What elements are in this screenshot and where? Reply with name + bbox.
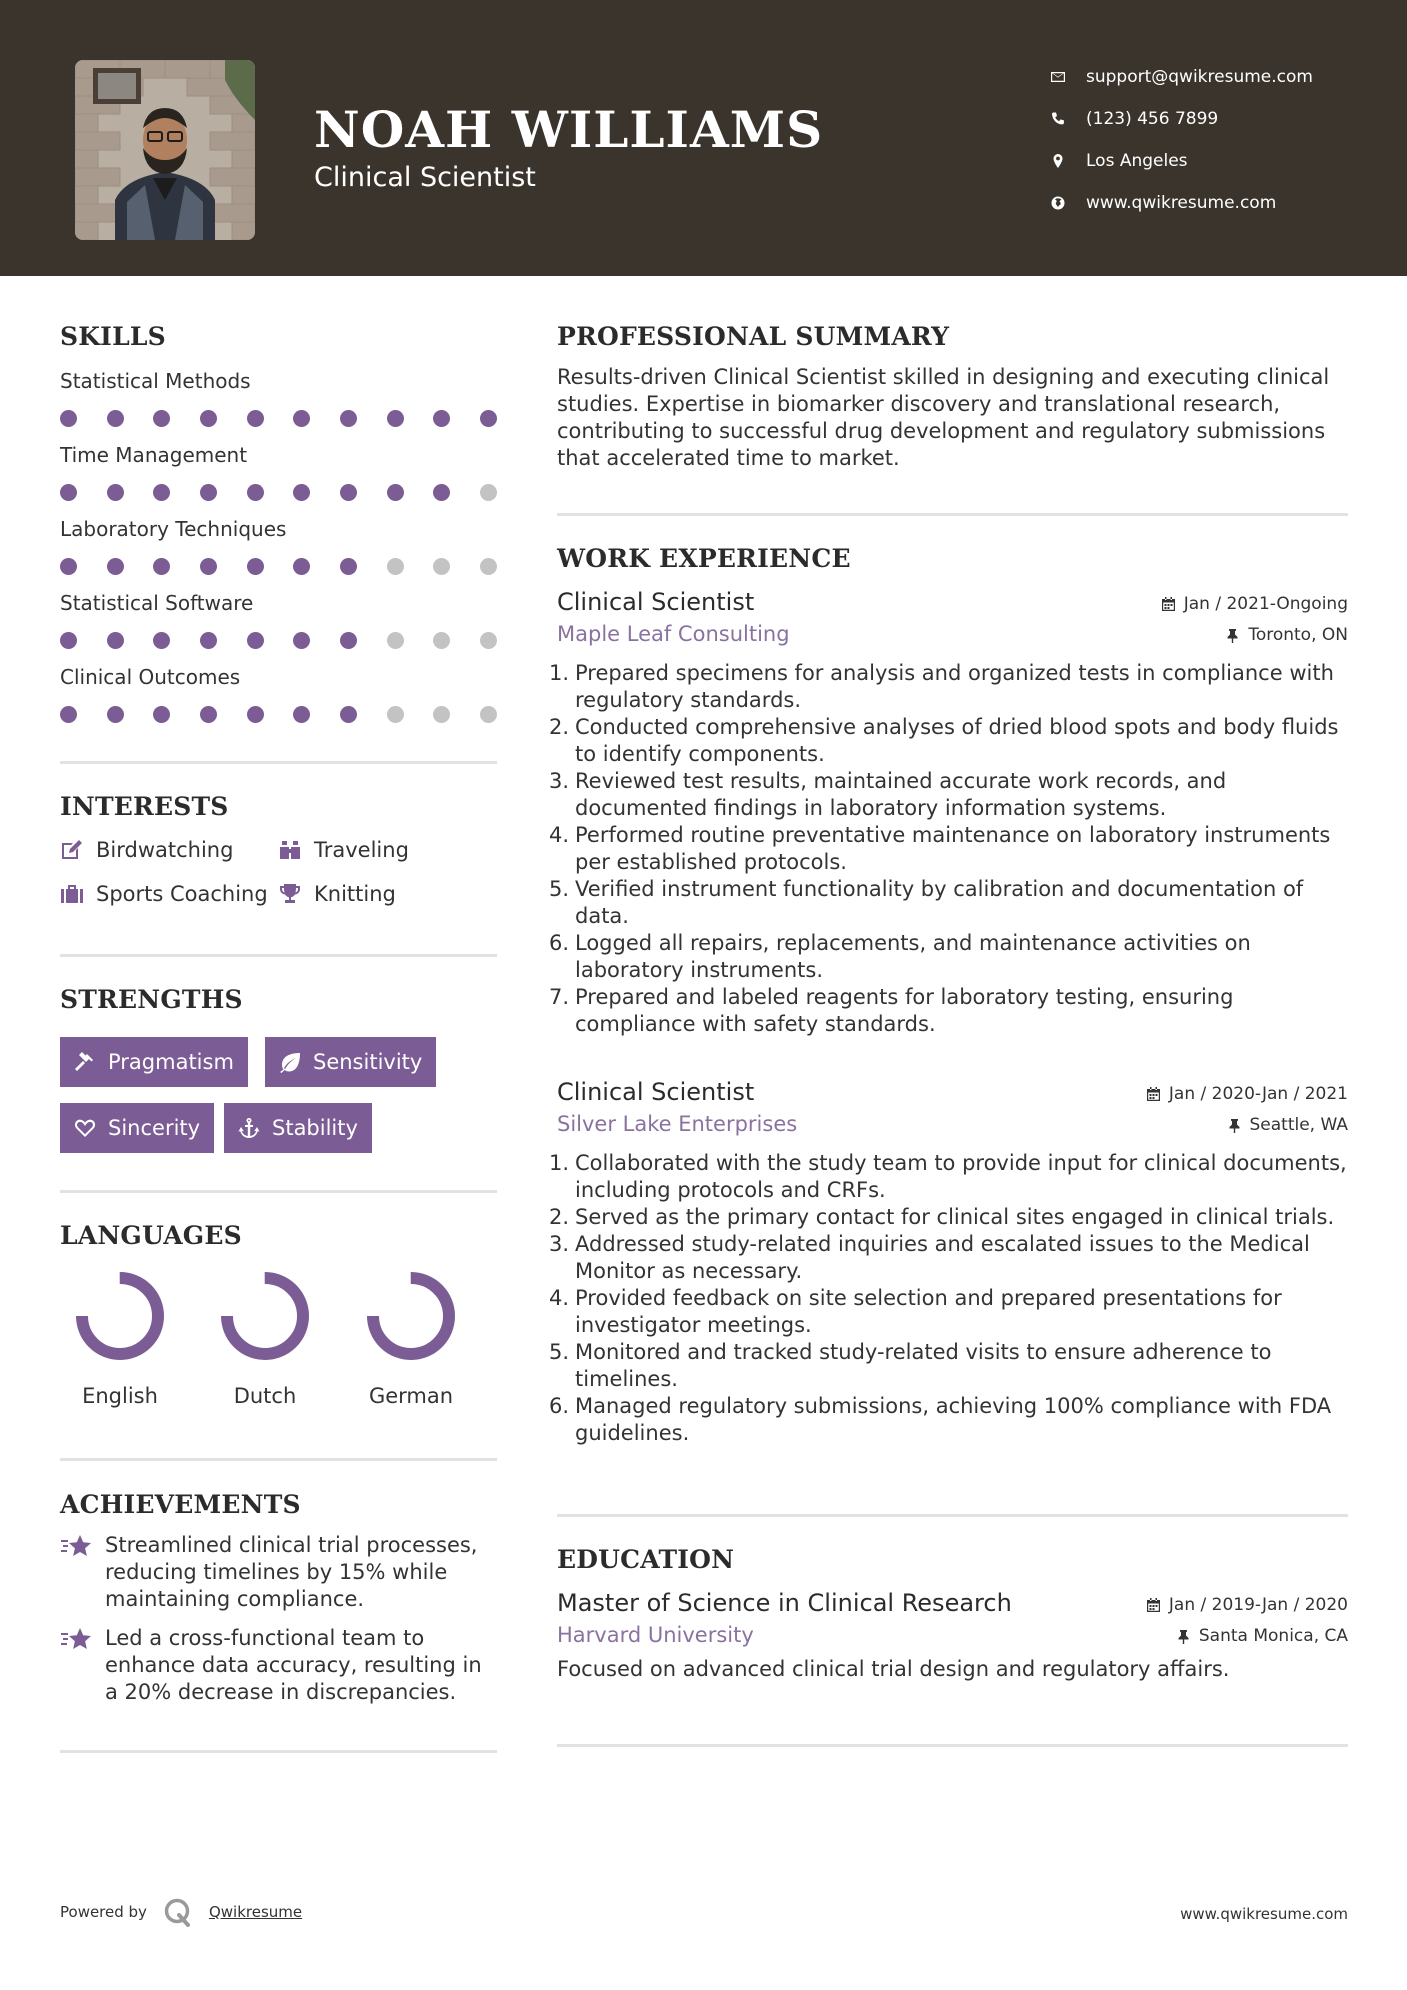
qwikresume-logo-icon [163, 1897, 193, 1927]
strength-label: Sensitivity [313, 1050, 423, 1074]
achievement-text: Streamlined clinical trial processes, reducing timelines by 15% while maintaining compliance. [105, 1533, 478, 1611]
language-label: German [368, 1384, 454, 1408]
experience-section [557, 544, 1348, 573]
job-date [1146, 1084, 1348, 1104]
language-label: English [82, 1384, 158, 1408]
rating-dot [107, 632, 124, 649]
map-pin-icon [1050, 153, 1086, 169]
interests-section [60, 792, 497, 909]
footer-powered-by [60, 1897, 302, 1927]
rating-dot [153, 632, 170, 649]
contact-phone[interactable] [1050, 98, 1380, 140]
rating-dot [153, 558, 170, 575]
contact-location-text: Los Angeles [1086, 151, 1188, 171]
rating-dot [340, 410, 357, 427]
interest-item [278, 879, 497, 909]
skill-rating [60, 618, 497, 662]
skill-rating [60, 470, 497, 514]
rating-dot [200, 484, 217, 501]
strength-label: Stability [272, 1116, 358, 1140]
contact-list [1050, 56, 1380, 224]
achievement-item [60, 1625, 497, 1706]
summary-section [557, 322, 1348, 472]
strengths-heading: STRENGTHS [60, 985, 243, 1014]
language-item [346, 1268, 476, 1408]
summary-text: Results-driven Clinical Scientist skilled in designing and executing clinical studies. Expertise in biomarker discovery and translational research, contributing to successful drug development and regulatory submissions that accelerated time to market. [557, 365, 1330, 470]
rating-dot [433, 632, 450, 649]
anchor-icon [238, 1117, 260, 1139]
strength-tag [60, 1103, 214, 1153]
education-date [1146, 1595, 1348, 1615]
rating-dot [247, 484, 264, 501]
contact-website-text: www.qwikresume.com [1086, 193, 1277, 213]
rating-dot [387, 632, 404, 649]
rating-dot [60, 706, 77, 723]
job-bullet: 2. Conducted comprehensive analyses of dried blood spots and body fluids to identify components. [549, 715, 1339, 766]
pushpin-icon [1227, 1118, 1242, 1133]
rating-dot [293, 410, 310, 427]
resume-header [0, 0, 1407, 276]
interest-label: Traveling [314, 838, 409, 862]
rating-dot [247, 706, 264, 723]
section-divider [557, 1744, 1348, 1747]
footer-url[interactable]: www.qwikresume.com [1180, 1905, 1348, 1923]
language-level-arc [82, 1278, 158, 1354]
skill-rating [60, 544, 497, 588]
rating-dot [200, 410, 217, 427]
job-header [557, 1078, 1348, 1138]
achievement-text: Led a cross-functional team to enhance data accuracy, resulting in a 20% decrease in discrepancies. [105, 1626, 482, 1704]
powered-by-text: Powered by [60, 1903, 147, 1921]
education-location-text: Santa Monica, CA [1198, 1626, 1348, 1646]
skill-name: Clinical Outcomes [60, 665, 241, 689]
achievements-heading: ACHIEVEMENTS [60, 1490, 301, 1519]
interest-label: Knitting [314, 882, 396, 906]
language-ring [217, 1268, 313, 1364]
rating-dot [433, 410, 450, 427]
interest-item [60, 879, 278, 909]
envelope-icon [1050, 69, 1086, 85]
rating-dot [480, 632, 497, 649]
leaf-icon [279, 1051, 301, 1073]
section-divider [60, 1190, 497, 1193]
section-divider [557, 513, 1348, 516]
job-bullet: 5. Monitored and tracked study-related visits to ensure adherence to timelines. [549, 1340, 1272, 1391]
interest-label: Sports Coaching [96, 882, 268, 906]
section-divider [60, 1458, 497, 1461]
education-degree: Master of Science in Clinical Research [557, 1589, 1012, 1617]
pushpin-icon [1176, 1629, 1191, 1644]
rating-dot [480, 706, 497, 723]
strength-tag [224, 1103, 372, 1153]
section-divider [60, 1750, 497, 1753]
candidate-title: Clinical Scientist [314, 162, 536, 193]
education-heading: EDUCATION [557, 1545, 735, 1574]
job-location-text: Seattle, WA [1249, 1115, 1348, 1135]
globe-icon [1050, 195, 1086, 211]
job-bullets [549, 1150, 1348, 1447]
rating-dot [387, 706, 404, 723]
trophy-icon [278, 883, 302, 905]
section-divider [60, 954, 497, 957]
skill-item [60, 662, 497, 736]
language-item [55, 1268, 185, 1408]
calendar-icon [1161, 597, 1176, 612]
phone-icon [1050, 111, 1086, 127]
qwikresume-link[interactable]: Qwikresume [208, 1903, 303, 1921]
achievements-section [60, 1490, 497, 1706]
edit-icon [60, 839, 84, 861]
rating-dot [293, 558, 310, 575]
rating-dot [247, 632, 264, 649]
rating-dot [200, 558, 217, 575]
experience-heading: WORK EXPERIENCE [557, 544, 851, 573]
job-header [557, 588, 1348, 648]
job-bullet: 1. Prepared specimens for analysis and organized tests in compliance with regulatory standards. [549, 661, 1334, 712]
job-bullets [549, 660, 1348, 1038]
job-company: Silver Lake Enterprises [557, 1112, 798, 1136]
rating-dot [153, 706, 170, 723]
job-bullet: 1. Collaborated with the study team to provide input for clinical documents, including protocols and CRFs. [549, 1151, 1347, 1202]
rating-dot [293, 632, 310, 649]
job-bullet: 6. Managed regulatory submissions, achieving 100% compliance with FDA guidelines. [549, 1394, 1332, 1445]
rating-dot [480, 410, 497, 427]
skill-name: Statistical Software [60, 591, 254, 615]
job-title: Clinical Scientist [557, 588, 755, 616]
education-date-text: Jan / 2019-Jan / 2020 [1168, 1595, 1348, 1615]
contact-email[interactable] [1050, 56, 1380, 98]
rating-dot [433, 706, 450, 723]
rating-dot [340, 706, 357, 723]
rating-dot [293, 484, 310, 501]
language-item [200, 1268, 330, 1408]
rating-dot [60, 484, 77, 501]
interests-heading: INTERESTS [60, 792, 229, 821]
rating-dot [480, 558, 497, 575]
rating-dot [107, 410, 124, 427]
job-company: Maple Leaf Consulting [557, 622, 790, 646]
education-section [557, 1545, 1348, 1574]
job-location-text: Toronto, ON [1248, 625, 1348, 645]
job-bullet: 6. Logged all repairs, replacements, and maintenance activities on laboratory instruments. [549, 931, 1251, 982]
language-label: Dutch [233, 1384, 297, 1408]
section-divider [557, 1514, 1348, 1517]
language-ring [72, 1268, 168, 1364]
rating-dot [60, 410, 77, 427]
contact-location [1050, 140, 1380, 182]
rating-dot [107, 484, 124, 501]
rating-dot [200, 632, 217, 649]
rating-dot [60, 632, 77, 649]
language-level-arc [373, 1278, 449, 1354]
contact-phone-text: (123) 456 7899 [1086, 109, 1219, 129]
section-divider [60, 761, 497, 764]
job-bullet: 4. Provided feedback on site selection and prepared presentations for investigator meetings. [549, 1286, 1282, 1337]
star-icon [60, 1534, 94, 1560]
skill-name: Time Management [60, 443, 248, 467]
job-bullet: 5. Verified instrument functionality by calibration and documentation of data. [549, 877, 1304, 928]
skill-item [60, 440, 497, 514]
skill-item [60, 514, 497, 588]
job-bullet: 2. Served as the primary contact for clinical sites engaged in clinical trials. [549, 1205, 1335, 1229]
languages-section [60, 1221, 497, 1250]
interests-list [60, 835, 497, 909]
job-location [1225, 625, 1348, 645]
education-entry [557, 1589, 1348, 1683]
rating-dot [247, 410, 264, 427]
skills-heading: SKILLS [60, 322, 166, 351]
calendar-icon [1146, 1087, 1161, 1102]
rating-dot [387, 558, 404, 575]
rating-dot [247, 558, 264, 575]
binoculars-icon [278, 839, 302, 861]
heart-icon [74, 1117, 96, 1139]
job-date [1161, 594, 1348, 614]
education-school: Harvard University [557, 1623, 754, 1647]
summary-heading: PROFESSIONAL SUMMARY [557, 322, 950, 351]
rating-dot [340, 558, 357, 575]
rating-dot [340, 632, 357, 649]
job-title: Clinical Scientist [557, 1078, 755, 1106]
skills-list [60, 366, 497, 736]
skill-rating [60, 692, 497, 736]
achievement-item [60, 1532, 497, 1613]
education-location [1176, 1626, 1348, 1646]
pushpin-icon [1225, 628, 1240, 643]
rating-dot [153, 484, 170, 501]
rating-dot [60, 558, 77, 575]
rating-dot [387, 410, 404, 427]
rating-dot [480, 484, 497, 501]
briefcase-icon [60, 883, 84, 905]
language-level-arc [227, 1278, 303, 1354]
job-location [1227, 1115, 1349, 1135]
job-bullet: 3. Addressed study-related inquiries and escalated issues to the Medical Monitor as necessary. [549, 1232, 1310, 1283]
job-bullet: 4. Performed routine preventative maintenance on laboratory instruments per established protocols. [549, 823, 1331, 874]
contact-email-text: support@qwikresume.com [1086, 67, 1313, 87]
interest-label: Birdwatching [96, 838, 234, 862]
job-bullet: 7. Prepared and labeled reagents for laboratory testing, ensuring compliance with safety standards. [549, 985, 1234, 1036]
strengths-section [60, 985, 497, 1014]
skills-section [60, 322, 497, 351]
rating-dot [200, 706, 217, 723]
strength-tag [265, 1037, 436, 1087]
rating-dot [293, 706, 310, 723]
contact-website[interactable] [1050, 182, 1380, 224]
strength-tag [60, 1037, 248, 1087]
strength-label: Sincerity [108, 1116, 201, 1140]
interest-item [278, 835, 497, 865]
job-entry [549, 588, 1348, 1038]
job-date-text: Jan / 2020-Jan / 2021 [1168, 1084, 1348, 1104]
skill-item [60, 366, 497, 440]
job-date-text: Jan / 2021-Ongoing [1183, 594, 1348, 614]
job-entry [549, 1078, 1348, 1447]
job-bullet: 3. Reviewed test results, maintained accurate work records, and documented findings in laboratory information systems. [549, 769, 1227, 820]
rating-dot [340, 484, 357, 501]
education-description: Focused on advanced clinical trial design and regulatory affairs. [557, 1657, 1230, 1681]
rating-dot [387, 484, 404, 501]
rating-dot [433, 558, 450, 575]
star-icon [60, 1627, 94, 1653]
skill-name: Statistical Methods [60, 369, 251, 393]
rating-dot [107, 558, 124, 575]
strength-label: Pragmatism [108, 1050, 234, 1074]
calendar-icon [1146, 1598, 1161, 1613]
interest-item [60, 835, 278, 865]
rating-dot [433, 484, 450, 501]
gavel-icon [74, 1051, 96, 1073]
skill-item [60, 588, 497, 662]
profile-photo [75, 60, 255, 240]
skill-name: Laboratory Techniques [60, 517, 287, 541]
rating-dot [153, 410, 170, 427]
education-header [557, 1589, 1348, 1649]
languages-heading: LANGUAGES [60, 1221, 242, 1250]
language-ring [363, 1268, 459, 1364]
skill-rating [60, 396, 497, 440]
rating-dot [107, 706, 124, 723]
candidate-name: NOAH WILLIAMS [314, 100, 824, 159]
